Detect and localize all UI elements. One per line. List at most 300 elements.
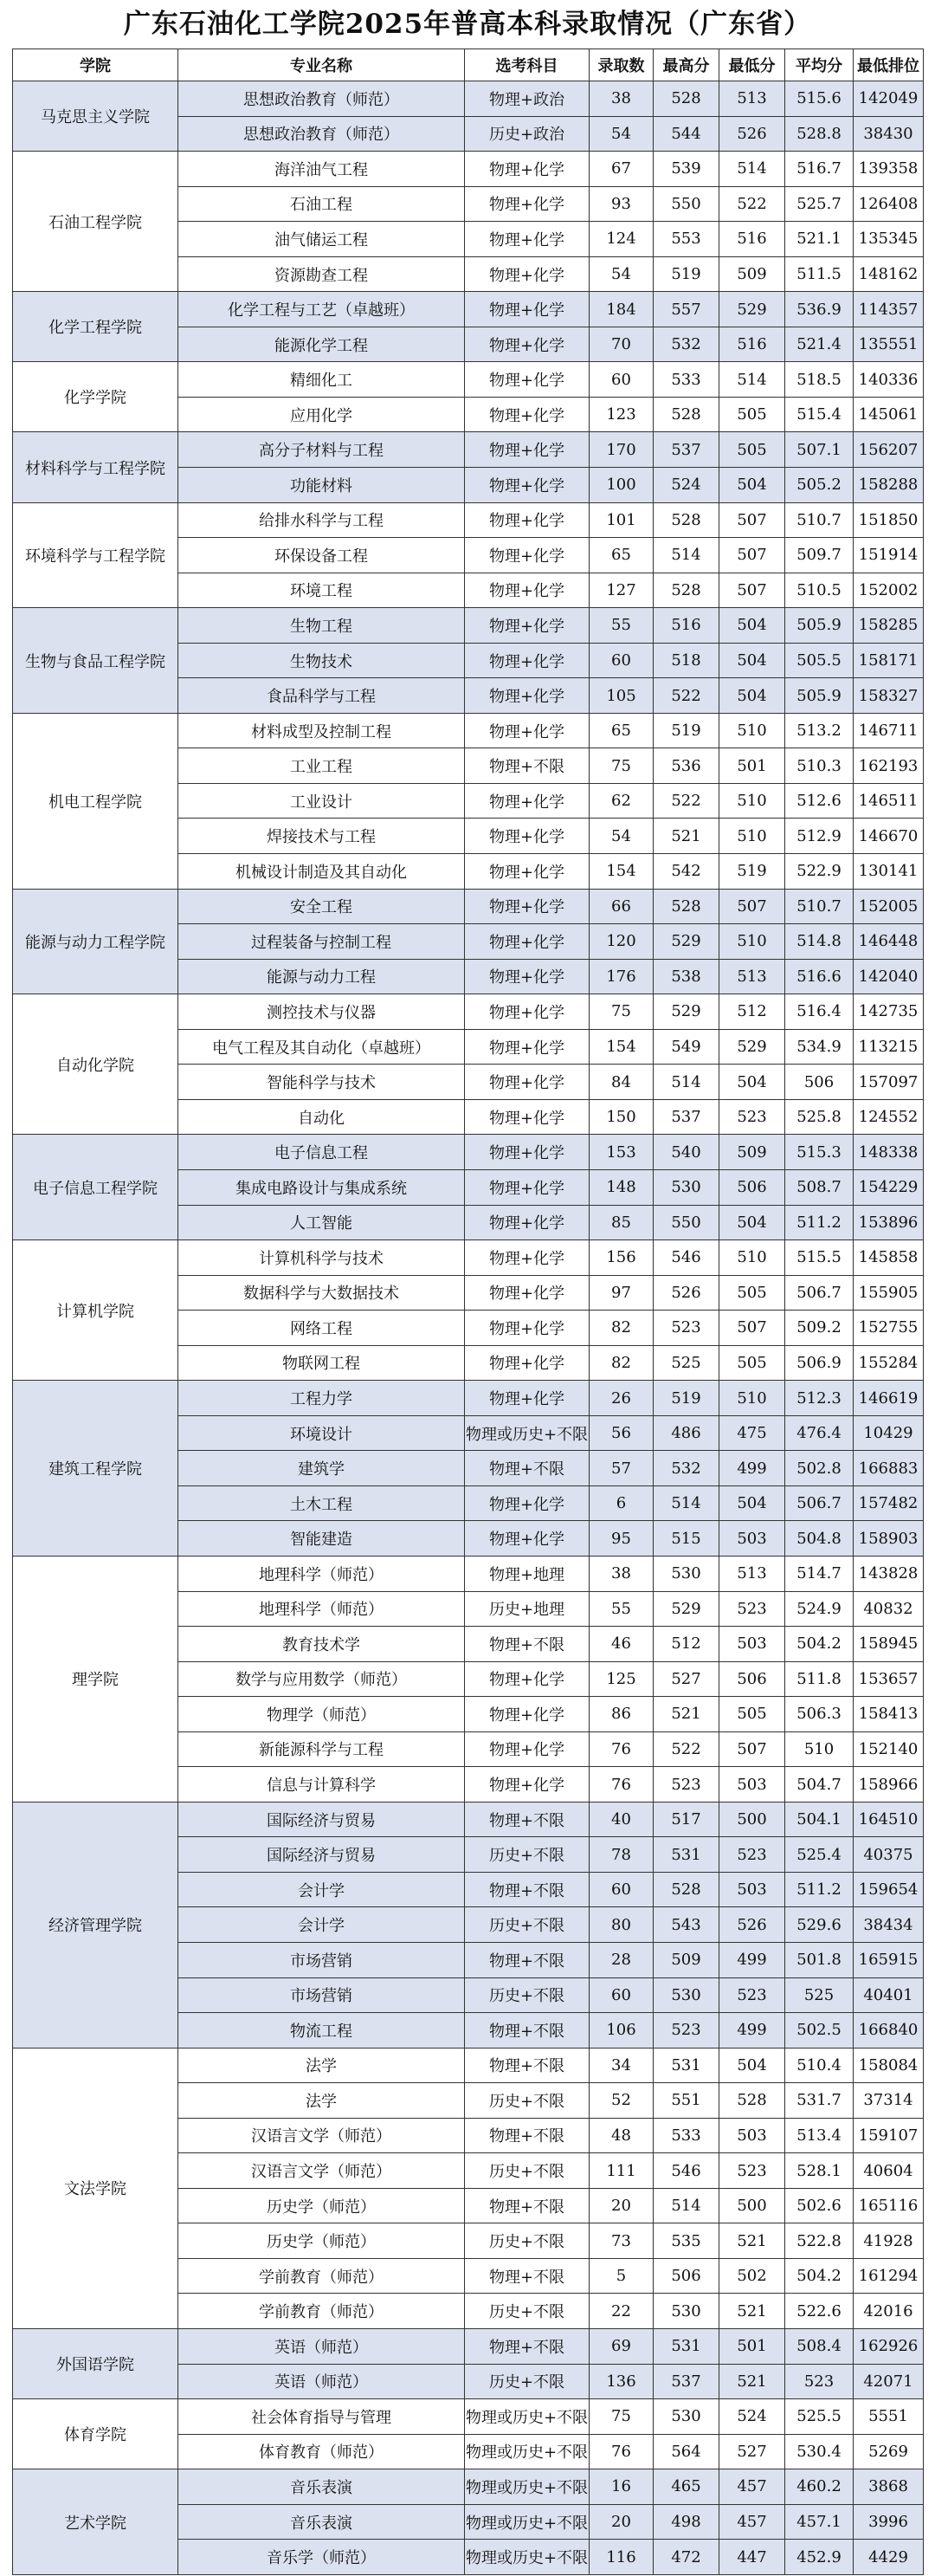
subjects: 物理+不限 <box>465 1802 590 1837</box>
max-score: 528 <box>654 502 719 538</box>
max-score: 519 <box>654 256 719 292</box>
min-rank: 148162 <box>854 256 924 292</box>
major-name: 地理科学（师范） <box>178 1556 465 1591</box>
admitted-count: 136 <box>590 2364 654 2399</box>
subjects: 物理+不限 <box>465 1872 590 1907</box>
avg-score: 508.4 <box>785 2329 854 2365</box>
major-name: 物联网工程 <box>178 1345 465 1381</box>
min-rank: 155284 <box>854 1345 924 1381</box>
min-rank: 142040 <box>854 959 924 994</box>
max-score: 529 <box>654 994 719 1030</box>
header-min-rank: 最低排位 <box>854 49 924 81</box>
admitted-count: 100 <box>590 468 654 503</box>
admitted-count: 55 <box>590 608 654 644</box>
min-score: 501 <box>719 2329 785 2365</box>
min-score: 524 <box>719 2399 785 2435</box>
min-score: 521 <box>719 2223 785 2259</box>
subjects: 物理+化学 <box>465 1485 590 1521</box>
college-name: 石油工程学院 <box>13 152 178 292</box>
admitted-count: 101 <box>590 502 654 538</box>
admitted-count: 16 <box>590 2469 654 2505</box>
subjects: 物理+化学 <box>465 819 590 854</box>
admitted-count: 84 <box>590 1065 654 1100</box>
min-score: 516 <box>719 222 785 257</box>
max-score: 537 <box>654 2364 719 2399</box>
min-rank: 4429 <box>854 2540 924 2575</box>
major-name: 网络工程 <box>178 1311 465 1346</box>
college-name: 电子信息工程学院 <box>13 1135 178 1240</box>
min-rank: 157097 <box>854 1065 924 1100</box>
major-name: 会计学 <box>178 1907 465 1943</box>
min-rank: 42016 <box>854 2294 924 2329</box>
admitted-count: 127 <box>590 573 654 608</box>
avg-score: 522.6 <box>785 2294 854 2329</box>
subjects: 物理+不限 <box>465 1942 590 1977</box>
subjects: 物理+化学 <box>465 468 590 503</box>
subjects: 物理+政治 <box>465 81 590 117</box>
major-name: 食品科学与工程 <box>178 678 465 714</box>
avg-score: 512.9 <box>785 819 854 854</box>
major-name: 建筑学 <box>178 1451 465 1486</box>
major-name: 音乐表演 <box>178 2504 465 2540</box>
min-score: 521 <box>719 2364 785 2399</box>
admitted-count: 60 <box>590 1977 654 2013</box>
major-name: 音乐表演 <box>178 2469 465 2505</box>
avg-score: 506.7 <box>785 1275 854 1311</box>
admitted-count: 123 <box>590 397 654 432</box>
major-name: 体育教育（师范） <box>178 2434 465 2469</box>
min-score: 505 <box>719 1275 785 1311</box>
admitted-count: 67 <box>590 152 654 187</box>
max-score: 530 <box>654 1977 719 2013</box>
table-row <box>13 994 924 1030</box>
admitted-count: 28 <box>590 1942 654 1977</box>
subjects: 物理+化学 <box>465 222 590 257</box>
header-admitted: 录取数 <box>590 49 654 81</box>
admitted-count: 97 <box>590 1275 654 1311</box>
subjects: 物理+化学 <box>465 1731 590 1767</box>
major-name: 安全工程 <box>178 889 465 924</box>
min-score: 519 <box>719 854 785 890</box>
max-score: 553 <box>654 222 719 257</box>
min-rank: 135551 <box>854 327 924 362</box>
major-name: 自动化 <box>178 1099 465 1135</box>
major-name: 应用化学 <box>178 397 465 432</box>
min-rank: 40832 <box>854 1591 924 1627</box>
min-score: 503 <box>719 1767 785 1803</box>
min-score: 523 <box>719 1837 785 1873</box>
subjects: 物理+不限 <box>465 1451 590 1486</box>
admitted-count: 34 <box>590 2048 654 2083</box>
admitted-count: 124 <box>590 222 654 257</box>
min-rank: 165915 <box>854 1942 924 1977</box>
max-score: 537 <box>654 1099 719 1135</box>
table-row <box>13 608 924 644</box>
major-name: 国际经济与贸易 <box>178 1837 465 1873</box>
min-rank: 140336 <box>854 362 924 398</box>
admitted-count: 54 <box>590 819 654 854</box>
college-name: 能源与动力工程学院 <box>13 889 178 994</box>
min-rank: 154229 <box>854 1169 924 1205</box>
max-score: 538 <box>654 959 719 994</box>
min-score: 510 <box>719 783 785 819</box>
min-rank: 40375 <box>854 1837 924 1873</box>
admitted-count: 5 <box>590 2258 654 2294</box>
major-name: 集成电路设计与集成系统 <box>178 1169 465 1205</box>
major-name: 工程力学 <box>178 1381 465 1416</box>
min-score: 510 <box>719 924 785 960</box>
max-score: 533 <box>654 2118 719 2153</box>
major-name: 生物技术 <box>178 643 465 678</box>
min-rank: 146670 <box>854 819 924 854</box>
max-score: 527 <box>654 1661 719 1697</box>
college-name: 计算机学院 <box>13 1240 178 1381</box>
min-score: 457 <box>719 2469 785 2505</box>
min-score: 529 <box>719 1029 785 1065</box>
admitted-count: 60 <box>590 362 654 398</box>
major-name: 会计学 <box>178 1872 465 1907</box>
min-score: 510 <box>719 1381 785 1416</box>
min-score: 507 <box>719 502 785 538</box>
min-score: 500 <box>719 2188 785 2223</box>
major-name: 人工智能 <box>178 1205 465 1240</box>
subjects: 历史+不限 <box>465 1977 590 2013</box>
avg-score: 536.9 <box>785 292 854 327</box>
max-score: 528 <box>654 573 719 608</box>
min-rank: 146448 <box>854 924 924 960</box>
max-score: 550 <box>654 1205 719 1240</box>
max-score: 512 <box>654 1627 719 1662</box>
admitted-count: 73 <box>590 2223 654 2259</box>
header-max-score: 最高分 <box>654 49 719 81</box>
major-name: 能源与动力工程 <box>178 959 465 994</box>
subjects: 历史+不限 <box>465 1837 590 1873</box>
major-name: 新能源科学与工程 <box>178 1731 465 1767</box>
min-rank: 166840 <box>854 2013 924 2049</box>
avg-score: 530.4 <box>785 2434 854 2469</box>
subjects: 物理+化学 <box>465 397 590 432</box>
major-name: 油气储运工程 <box>178 222 465 257</box>
table-row <box>13 1240 924 1276</box>
min-score: 509 <box>719 1135 785 1170</box>
max-score: 528 <box>654 81 719 117</box>
admitted-count: 20 <box>590 2188 654 2223</box>
admitted-count: 176 <box>590 959 654 994</box>
major-name: 智能科学与技术 <box>178 1065 465 1100</box>
avg-score: 525.7 <box>785 186 854 222</box>
min-rank: 126408 <box>854 186 924 222</box>
max-score: 546 <box>654 2153 719 2189</box>
min-score: 529 <box>719 292 785 327</box>
avg-score: 514.7 <box>785 1556 854 1591</box>
min-rank: 40401 <box>854 1977 924 2013</box>
college-name: 环境科学与工程学院 <box>13 502 178 608</box>
admitted-count: 76 <box>590 1767 654 1803</box>
max-score: 540 <box>654 1135 719 1170</box>
max-score: 516 <box>654 608 719 644</box>
max-score: 551 <box>654 2083 719 2119</box>
table-row <box>13 2469 924 2505</box>
subjects: 物理+化学 <box>465 152 590 187</box>
avg-score: 506 <box>785 1065 854 1100</box>
min-rank: 37314 <box>854 2083 924 2119</box>
min-rank: 145858 <box>854 1240 924 1276</box>
admitted-count: 57 <box>590 1451 654 1486</box>
max-score: 557 <box>654 292 719 327</box>
college-name: 化学工程学院 <box>13 292 178 362</box>
min-score: 499 <box>719 1451 785 1486</box>
max-score: 531 <box>654 2048 719 2083</box>
min-rank: 124552 <box>854 1099 924 1135</box>
admitted-count: 26 <box>590 1381 654 1416</box>
avg-score: 504.2 <box>785 2258 854 2294</box>
avg-score: 515.4 <box>785 397 854 432</box>
avg-score: 511.2 <box>785 1872 854 1907</box>
table-row <box>13 81 924 117</box>
min-rank: 164510 <box>854 1802 924 1837</box>
min-rank: 41928 <box>854 2223 924 2259</box>
college-name: 文法学院 <box>13 2048 178 2328</box>
subjects: 物理+化学 <box>465 1205 590 1240</box>
min-score: 504 <box>719 608 785 644</box>
admitted-count: 46 <box>590 1627 654 1662</box>
college-name: 体育学院 <box>13 2399 178 2469</box>
avg-score: 525 <box>785 1977 854 2013</box>
min-score: 510 <box>719 819 785 854</box>
avg-score: 507.1 <box>785 432 854 468</box>
min-score: 510 <box>719 1240 785 1276</box>
avg-score: 504.1 <box>785 1802 854 1837</box>
min-score: 499 <box>719 1942 785 1977</box>
min-score: 513 <box>719 1556 785 1591</box>
max-score: 531 <box>654 1837 719 1873</box>
max-score: 532 <box>654 1451 719 1486</box>
admitted-count: 75 <box>590 2399 654 2435</box>
max-score: 528 <box>654 397 719 432</box>
subjects: 物理+化学 <box>465 1767 590 1803</box>
major-name: 物理学（师范） <box>178 1697 465 1732</box>
min-rank: 135345 <box>854 222 924 257</box>
subjects: 物理或历史+不限 <box>465 1415 590 1451</box>
admitted-count: 60 <box>590 643 654 678</box>
avg-score: 457.1 <box>785 2504 854 2540</box>
min-score: 527 <box>719 2434 785 2469</box>
min-score: 521 <box>719 2294 785 2329</box>
min-score: 501 <box>719 748 785 784</box>
avg-score: 516.7 <box>785 152 854 187</box>
max-score: 519 <box>654 1381 719 1416</box>
avg-score: 504.2 <box>785 1627 854 1662</box>
major-name: 电子信息工程 <box>178 1135 465 1170</box>
max-score: 526 <box>654 1275 719 1311</box>
max-score: 465 <box>654 2469 719 2505</box>
subjects: 历史+不限 <box>465 2223 590 2259</box>
min-rank: 152140 <box>854 1731 924 1767</box>
admitted-count: 60 <box>590 1872 654 1907</box>
min-rank: 152002 <box>854 573 924 608</box>
admitted-count: 76 <box>590 2434 654 2469</box>
max-score: 525 <box>654 1345 719 1381</box>
max-score: 514 <box>654 1065 719 1100</box>
admitted-count: 55 <box>590 1591 654 1627</box>
avg-score: 506.3 <box>785 1697 854 1732</box>
major-name: 思想政治教育（师范） <box>178 116 465 152</box>
major-name: 土木工程 <box>178 1485 465 1521</box>
min-rank: 114357 <box>854 292 924 327</box>
admitted-count: 65 <box>590 538 654 573</box>
min-rank: 158945 <box>854 1627 924 1662</box>
min-score: 526 <box>719 1907 785 1943</box>
min-rank: 158966 <box>854 1767 924 1803</box>
avg-score: 502.5 <box>785 2013 854 2049</box>
max-score: 529 <box>654 924 719 960</box>
avg-score: 505.9 <box>785 608 854 644</box>
admitted-count: 156 <box>590 1240 654 1276</box>
admitted-count: 62 <box>590 783 654 819</box>
major-name: 电气工程及其自动化（卓越班） <box>178 1029 465 1065</box>
min-score: 457 <box>719 2504 785 2540</box>
admitted-count: 75 <box>590 994 654 1030</box>
subjects: 物理+化学 <box>465 1065 590 1100</box>
table-row <box>13 1556 924 1591</box>
major-name: 环境设计 <box>178 1415 465 1451</box>
table-row <box>13 362 924 398</box>
table-row <box>13 2329 924 2365</box>
major-name: 法学 <box>178 2083 465 2119</box>
max-score: 544 <box>654 116 719 152</box>
admitted-count: 105 <box>590 678 654 714</box>
min-score: 510 <box>719 713 785 748</box>
major-name: 英语（师范） <box>178 2364 465 2399</box>
avg-score: 506.9 <box>785 1345 854 1381</box>
table-row <box>13 1381 924 1416</box>
max-score: 539 <box>654 152 719 187</box>
header-row <box>13 49 924 81</box>
min-score: 504 <box>719 678 785 714</box>
avg-score: 515.3 <box>785 1135 854 1170</box>
major-name: 功能材料 <box>178 468 465 503</box>
min-score: 513 <box>719 959 785 994</box>
avg-score: 476.4 <box>785 1415 854 1451</box>
avg-score: 506.7 <box>785 1485 854 1521</box>
min-score: 504 <box>719 2048 785 2083</box>
admitted-count: 80 <box>590 1907 654 1943</box>
max-score: 514 <box>654 538 719 573</box>
max-score: 523 <box>654 1311 719 1346</box>
major-name: 机械设计制造及其自动化 <box>178 854 465 890</box>
subjects: 物理+化学 <box>465 1029 590 1065</box>
admitted-count: 153 <box>590 1135 654 1170</box>
max-score: 550 <box>654 186 719 222</box>
max-score: 530 <box>654 2399 719 2435</box>
avg-score: 511.8 <box>785 1661 854 1697</box>
max-score: 535 <box>654 2223 719 2259</box>
admitted-count: 76 <box>590 1731 654 1767</box>
min-score: 504 <box>719 643 785 678</box>
avg-score: 514.8 <box>785 924 854 960</box>
header-college: 学院 <box>13 49 178 81</box>
min-score: 526 <box>719 116 785 152</box>
max-score: 518 <box>654 643 719 678</box>
admitted-count: 56 <box>590 1415 654 1451</box>
min-rank: 165116 <box>854 2188 924 2223</box>
min-score: 447 <box>719 2540 785 2575</box>
min-score: 507 <box>719 889 785 924</box>
admitted-count: 148 <box>590 1169 654 1205</box>
subjects: 物理+化学 <box>465 1311 590 1346</box>
admitted-count: 95 <box>590 1521 654 1557</box>
major-name: 国际经济与贸易 <box>178 1802 465 1837</box>
min-rank: 158903 <box>854 1521 924 1557</box>
min-rank: 159654 <box>854 1872 924 1907</box>
max-score: 514 <box>654 2188 719 2223</box>
subjects: 物理或历史+不限 <box>465 2540 590 2575</box>
avg-score: 502.8 <box>785 1451 854 1486</box>
admitted-count: 82 <box>590 1311 654 1346</box>
college-name: 经济管理学院 <box>13 1802 178 2048</box>
major-name: 法学 <box>178 2048 465 2083</box>
subjects: 物理或历史+不限 <box>465 2504 590 2540</box>
major-name: 环保设备工程 <box>178 538 465 573</box>
page-title: 广东石油化工学院2025年普高本科录取情况（广东省） <box>123 9 812 40</box>
max-score: 486 <box>654 1415 719 1451</box>
min-rank: 3996 <box>854 2504 924 2540</box>
admitted-count: 70 <box>590 327 654 362</box>
avg-score: 515.6 <box>785 81 854 117</box>
subjects: 历史+政治 <box>465 116 590 152</box>
max-score: 517 <box>654 1802 719 1837</box>
min-score: 504 <box>719 1485 785 1521</box>
min-rank: 113215 <box>854 1029 924 1065</box>
min-score: 514 <box>719 152 785 187</box>
subjects: 物理+化学 <box>465 1275 590 1311</box>
avg-score: 534.9 <box>785 1029 854 1065</box>
major-name: 高分子材料与工程 <box>178 432 465 468</box>
min-rank: 5551 <box>854 2399 924 2435</box>
min-score: 504 <box>719 468 785 503</box>
min-rank: 158084 <box>854 2048 924 2083</box>
subjects: 物理+不限 <box>465 2258 590 2294</box>
subjects: 物理+化学 <box>465 959 590 994</box>
admitted-count: 125 <box>590 1661 654 1697</box>
admitted-count: 154 <box>590 1029 654 1065</box>
min-rank: 151914 <box>854 538 924 573</box>
college-name: 外国语学院 <box>13 2329 178 2399</box>
avg-score: 516.6 <box>785 959 854 994</box>
max-score: 523 <box>654 2013 719 2049</box>
max-score: 528 <box>654 1872 719 1907</box>
subjects: 物理+不限 <box>465 748 590 784</box>
min-rank: 148338 <box>854 1135 924 1170</box>
min-rank: 158288 <box>854 468 924 503</box>
avg-score: 502.6 <box>785 2188 854 2223</box>
major-name: 信息与计算科学 <box>178 1767 465 1803</box>
subjects: 物理+化学 <box>465 678 590 714</box>
major-name: 市场营销 <box>178 1942 465 1977</box>
avg-score: 528.1 <box>785 2153 854 2189</box>
min-score: 475 <box>719 1415 785 1451</box>
admitted-count: 93 <box>590 186 654 222</box>
max-score: 530 <box>654 1556 719 1591</box>
min-score: 507 <box>719 1731 785 1767</box>
admitted-count: 184 <box>590 292 654 327</box>
avg-score: 460.2 <box>785 2469 854 2505</box>
avg-score: 521.1 <box>785 222 854 257</box>
max-score: 543 <box>654 1907 719 1943</box>
major-name: 焊接技术与工程 <box>178 819 465 854</box>
subjects: 物理+化学 <box>465 502 590 538</box>
admitted-count: 20 <box>590 2504 654 2540</box>
